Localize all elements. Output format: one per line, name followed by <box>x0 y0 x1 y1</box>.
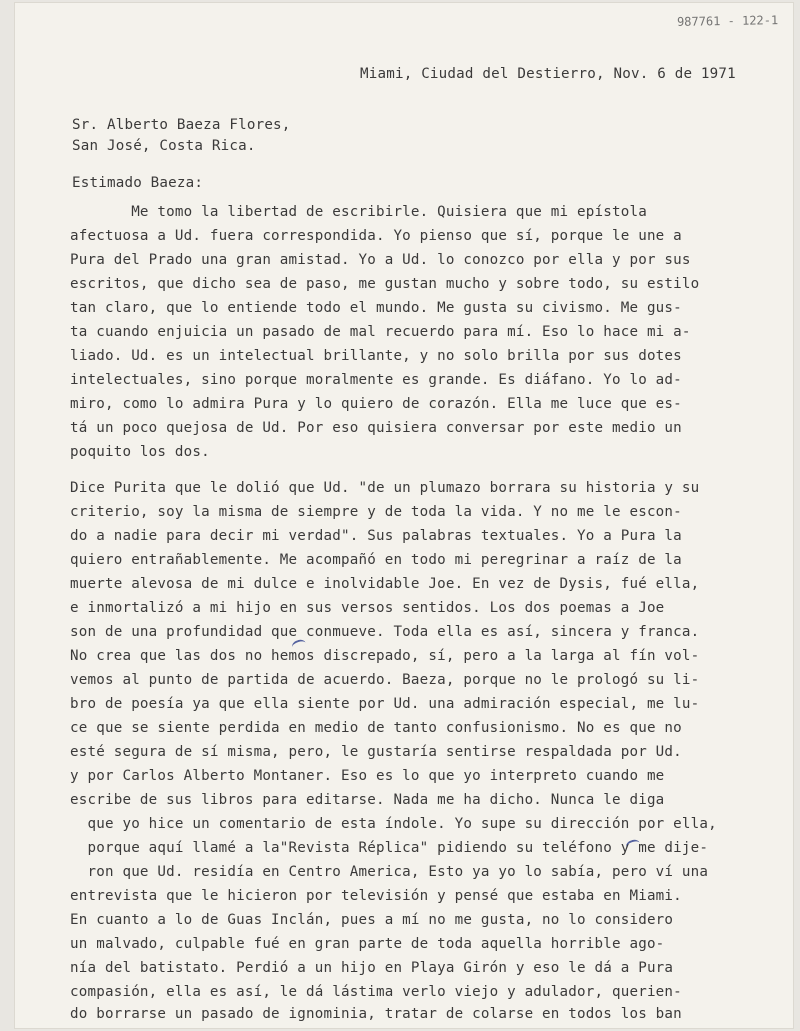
body-line: No crea que las dos no hemos discrepado, sí, pero a la larga al fín vol- <box>70 648 700 664</box>
body-line: ron que Ud. residía en Centro America, Esto ya yo lo sabía, pero ví una <box>70 864 709 880</box>
body-line: afectuosa a Ud. fuera correspondida. Yo pienso que sí, porque le une a <box>70 228 682 244</box>
date-line: Miami, Ciudad del Destierro, Nov. 6 de 1971 <box>360 66 736 82</box>
body-line: e inmortalizó a mi hijo en sus versos sentidos. Los dos poemas a Joe <box>70 600 665 616</box>
body-line: Pura del Prado una gran amistad. Yo a Ud. lo conozco por ella y por sus <box>70 252 691 268</box>
body-line: bro de poesía ya que ella siente por Ud. una admiración especial, me lu- <box>70 696 700 712</box>
body-line: y por Carlos Alberto Montaner. Eso es lo que yo interpreto cuando me <box>70 768 665 784</box>
body-line: do borrarse un pasado de ignominia, tratar de colarse en todos los ban <box>70 1006 682 1022</box>
body-line: En cuanto a lo de Guas Inclán, pues a mí no me gusta, no lo considero <box>70 912 674 928</box>
body-line: son de una profundidad que conmueve. Toda ella es así, sincera y franca. <box>70 624 700 640</box>
archive-annotation: 987761 - 122-1 <box>676 13 779 29</box>
body-line: miro, como lo admira Pura y lo quiero de corazón. Ella me luce que es- <box>70 396 682 412</box>
body-line: tá un poco quejosa de Ud. Por eso quisiera conversar por este medio un <box>70 420 682 436</box>
body-line: criterio, soy la misma de siempre y de toda la vida. Y no me le escon- <box>70 504 682 520</box>
recipient-location: San José, Costa Rica. <box>72 138 256 154</box>
recipient-name: Sr. Alberto Baeza Flores, <box>72 117 291 133</box>
body-line: ta cuando enjuicia un pasado de mal recuerdo para mí. Eso lo hace mi a- <box>70 324 691 340</box>
body-line: compasión, ella es así, le dá lástima verlo viejo y adulador, querien- <box>70 984 682 1000</box>
body-line: ce que se siente perdida en medio de tanto confusionismo. No es que no <box>70 720 682 736</box>
body-line: porque aquí llamé a la"Revista Réplica" pidiendo su teléfono y me dije- <box>70 840 709 856</box>
body-line: quiero entrañablemente. Me acompañó en todo mi peregrinar a raíz de la <box>70 552 682 568</box>
body-line: escritos, que dicho sea de paso, me gustan mucho y sobre todo, su estilo <box>70 276 700 292</box>
body-line: muerte alevosa de mi dulce e inolvidable Joe. En vez de Dysis, fué ella, <box>70 576 700 592</box>
body-line: escribe de sus libros para editarse. Nada me ha dicho. Nunca le diga <box>70 792 665 808</box>
body-line: poquito los dos. <box>70 444 210 460</box>
body-line: que yo hice un comentario de esta índole. Yo supe su dirección por ella, <box>70 816 717 832</box>
body-line: do a nadie para decir mi verdad". Sus palabras textuales. Yo a Pura la <box>70 528 682 544</box>
body-line: intelectuales, sino porque moralmente es grande. Es diáfano. Yo lo ad- <box>70 372 682 388</box>
body-line: vemos al punto de partida de acuerdo. Baeza, porque no le prologó su li- <box>70 672 700 688</box>
body-line: un malvado, culpable fué en gran parte de toda aquella horrible ago- <box>70 936 665 952</box>
body-line: tan claro, que lo entiende todo el mundo. Me gusta su civismo. Me gus- <box>70 300 682 316</box>
body-line: Me tomo la libertad de escribirle. Quisiera que mi epístola <box>70 204 647 220</box>
body-line: entrevista que le hicieron por televisión y pensé que estaba en Miami. <box>70 888 682 904</box>
body-line: nía del batistato. Perdió a un hijo en Playa Girón y eso le dá a Pura <box>70 960 674 976</box>
body-line: Dice Purita que le dolió que Ud. "de un plumazo borrara su historia y su <box>70 480 700 496</box>
body-line: liado. Ud. es un intelectual brillante, y no solo brilla por sus dotes <box>70 348 682 364</box>
salutation: Estimado Baeza: <box>72 175 204 191</box>
body-line: esté segura de sí misma, pero, le gustaría sentirse respaldada por Ud. <box>70 744 682 760</box>
